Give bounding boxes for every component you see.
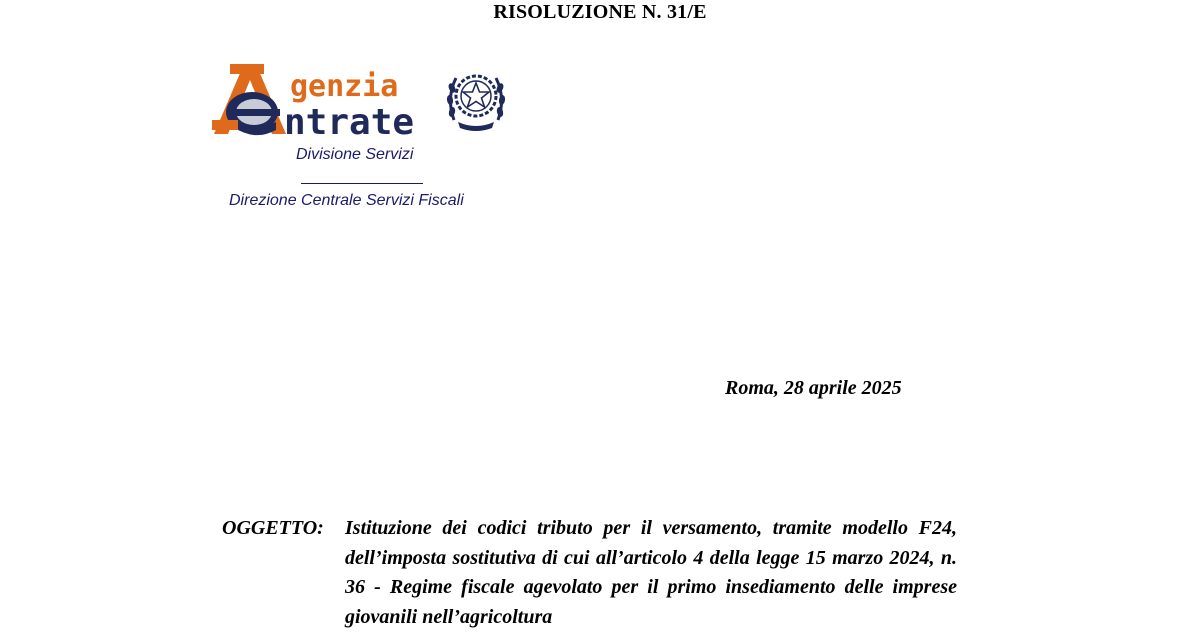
issuer-direction: Direzione Centrale Servizi Fiscali [229,192,464,209]
logo-word-top: genzia [290,69,399,104]
issuer-division: Divisione Servizi [296,146,414,163]
subject-label: OGGETTO: [222,517,324,539]
italian-republic-emblem-icon [444,62,508,132]
document-date: Roma, 28 aprile 2025 [725,377,902,399]
issuer-divider [301,183,423,184]
document-title: RISOLUZIONE N. 31/E [493,1,707,23]
agenzia-entrate-logo-icon [210,60,450,140]
agency-logo [210,60,510,140]
logo-word-bottom: ntrate [284,102,415,140]
subject-text: Istituzione dei codici tributo per il versamento, tramite modello F24, dell’imposta sostitutiva di cui all’articolo 4 della legge 15 marzo 2024, n. 36 - Regime fiscale agevolato per il primo insediamento delle imprese giovanili nell’agricoltura [345,517,957,628]
